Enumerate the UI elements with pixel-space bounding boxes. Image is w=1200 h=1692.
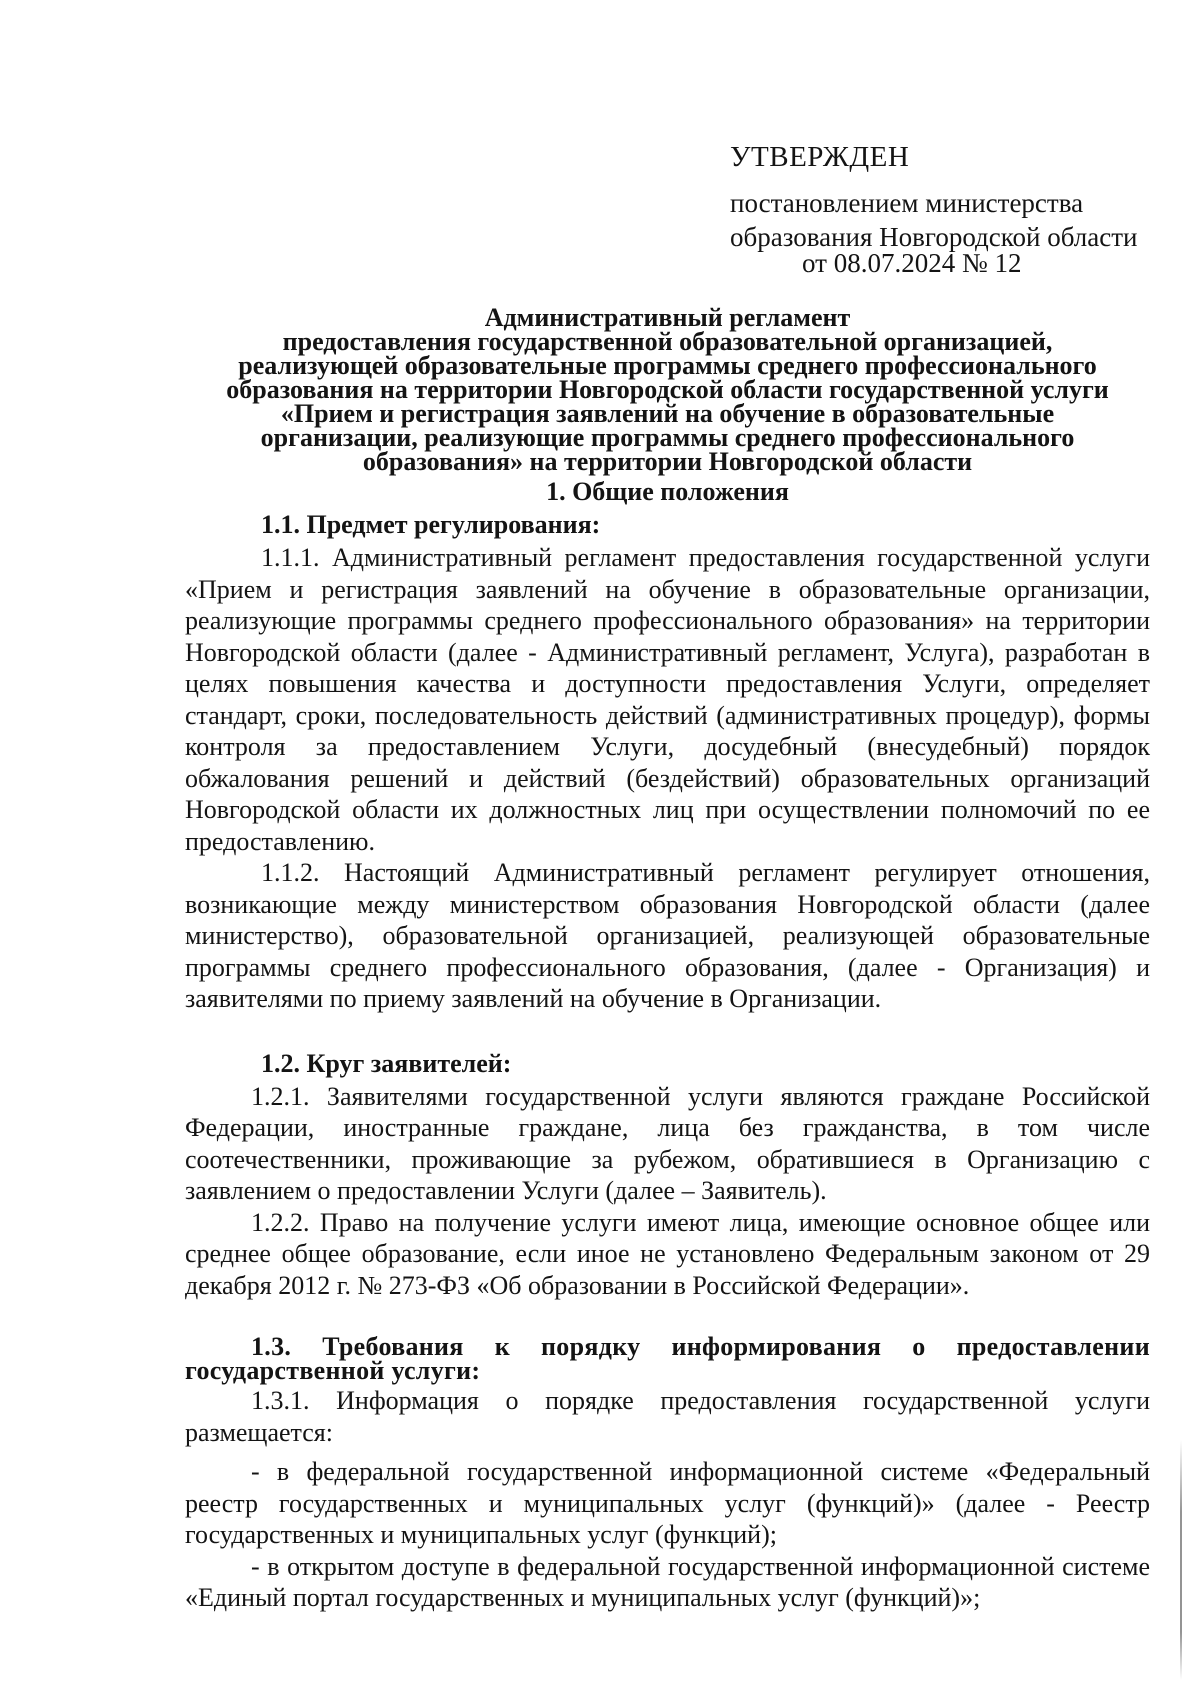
scan-edge-mark [1180,1440,1182,1680]
document-body [185,303,1150,1614]
subsection-heading: 1.2. Круг заявителей: [261,1048,512,1078]
document-title-line: образования» на территории Новгородской области [362,447,973,476]
document-title-line: образования на территории Новгородской области государственной услуги [226,375,1109,404]
section-heading: 1. Общие положения [546,477,789,506]
approval-line-2: образования Новгородской области [730,222,1138,252]
subsection-heading: 1.1. Предмет регулирования: [261,510,601,539]
paragraph: 1.1.2. Настоящий Административный регламент регулирует отношения, возникающие между министерством образования Новгородской области (далее министерство), образовательной организацией, реализующей образовательные программы среднего профессионального образования, (далее - Организация) и заявителями по приему заявлений на обучение в Организации. [185,858,1150,1013]
paragraph: 1.3.1. Информация о порядке предоставления государственной услуги размещается: [185,1386,1150,1447]
document-title-line: предоставления государственной образовательной организацией, [282,327,1053,356]
approval-date-number: от 08.07.2024 № 12 [802,248,1022,278]
document-title-line: реализующей образовательные программы среднего профессионального [238,351,1097,380]
document-title-line: «Прием и регистрация заявлений на обучение в образовательные [280,399,1055,428]
paragraph: 1.2.1. Заявителями государственной услуги являются граждане Российской Федерации, иностранные граждане, лица без гражданства, в том числе соотечественники, проживающие за рубежом, обратившиеся в Организацию с заявлением о предоставлении Услуги (далее – Заявитель). [185,1081,1150,1205]
document-title [185,303,1150,476]
list-item: - в открытом доступе в федеральной государственной информационной системе «Единый портал государственных и муниципальных услуг (функций)»; [185,1551,1150,1612]
document-title-line: Административный регламент [484,303,851,332]
paragraph: 1.1.1. Административный регламент предоставления государственной услуги «Прием и регистрация заявлений на обучение в образовательные организации, реализующие программы среднего профессионального образования» на территории Новгородской области (далее - Административный регламент, Услуга), разработан в целях повышения качества и доступности предоставления Услуги, определяет стандарт, сроки, последовательность действий (административных процедур), формы контроля за предоставлением Услуги, досудебный (внесудебный) порядок обжалования решений и действий (бездействий) образовательных организаций Новгородской области их должностных лиц при осуществлении полномочий по ее предоставлению. [185,543,1150,856]
subsection-heading: 1.3. Требования к порядку информирования о предоставлении государственной услуги: [185,1332,1150,1385]
approval-line-1: постановлением министерства [730,188,1084,218]
list-item: - в федеральной государственной информационной системе «Федеральный реестр государственных и муниципальных услуг (функций)» (далее - Реестр государственных и муниципальных услуг (функций); [185,1457,1150,1549]
document-title-line: организации, реализующие программы среднего профессионального [260,423,1075,452]
paragraph: 1.2.2. Право на получение услуги имеют лица, имеющие основное общее или среднее общее образование, если иное не установлено Федеральным законом от 29 декабря 2012 г. № 273-ФЗ «Об образовании в Российской Федерации». [185,1207,1150,1300]
approval-block [730,140,1150,280]
approval-title: УТВЕРЖДЕН [730,141,910,173]
